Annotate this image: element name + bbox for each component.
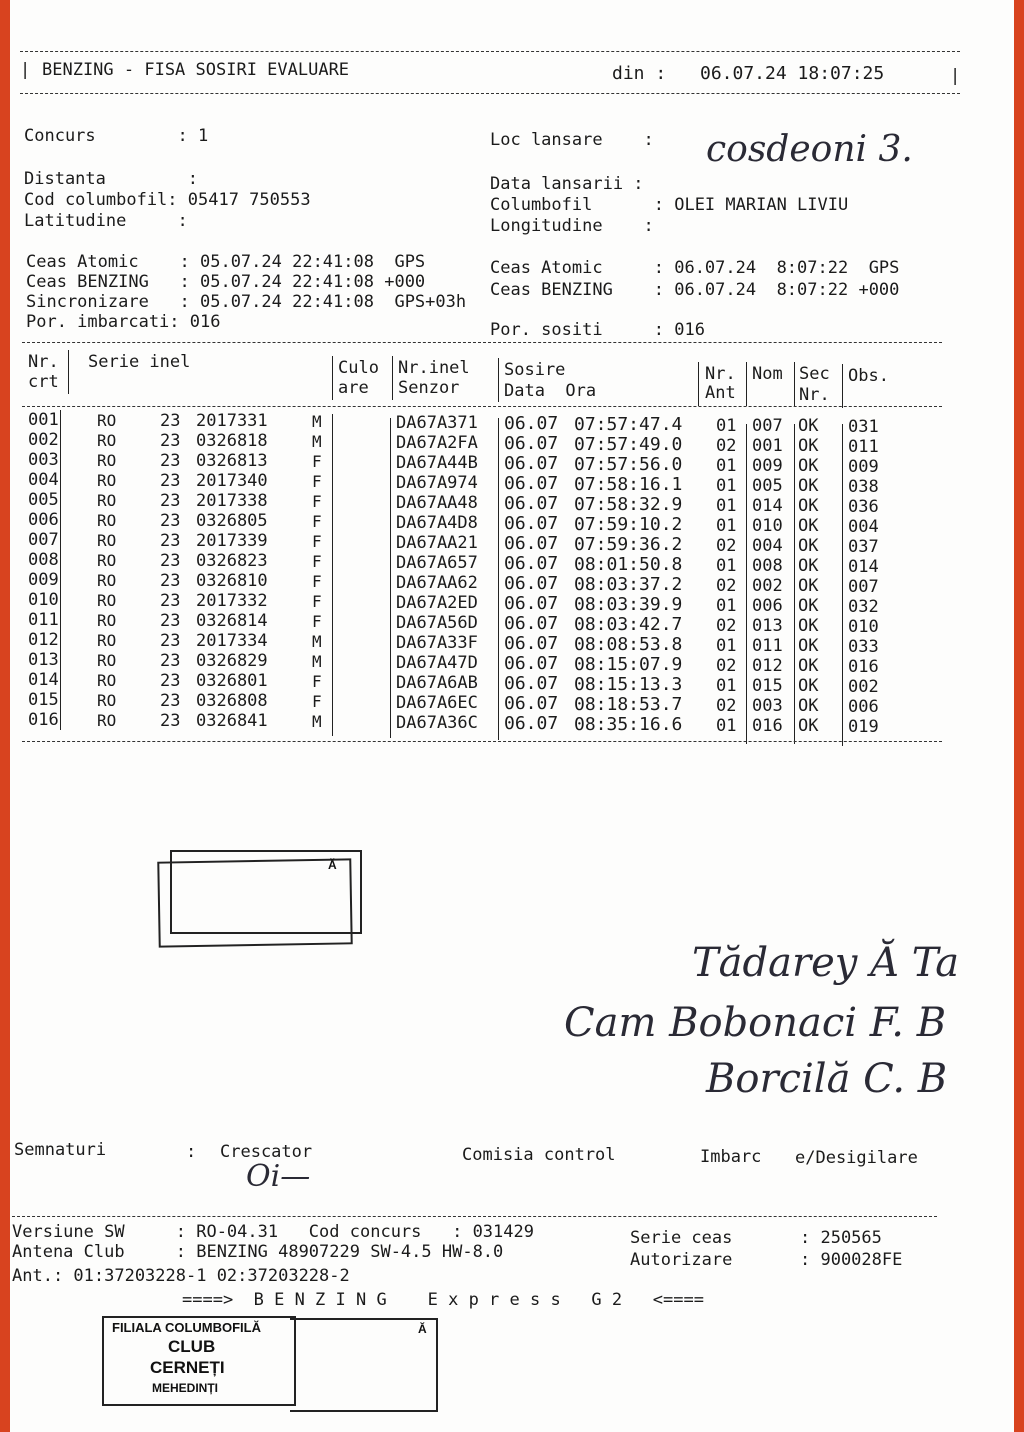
- body-divider-nr: [60, 410, 61, 730]
- desigilare-label: e/Desigilare: [795, 1148, 918, 1168]
- loc-lansare-field: Loc lansare :: [490, 130, 654, 150]
- cell-ora: 07:57:56.0: [574, 454, 683, 475]
- cell-tara: RO: [97, 631, 117, 650]
- cell-sex: F: [312, 492, 322, 511]
- body-divider-senzor: [498, 418, 499, 740]
- cell-obs: 037: [848, 537, 879, 557]
- body-divider-sex: [332, 414, 333, 736]
- cell-an: 23: [160, 671, 181, 691]
- cell-inel: 0326813: [196, 451, 268, 471]
- cell-tara: RO: [97, 451, 117, 470]
- cell-senzor: DA67AA21: [396, 533, 478, 553]
- cell-ora: 07:58:16.1: [574, 474, 683, 495]
- cell-ora: 08:18:53.7: [574, 694, 683, 715]
- header-divider-sec: [842, 364, 843, 408]
- table-row: [0, 490, 1024, 517]
- cell-obs: 036: [848, 497, 879, 517]
- cell-ant: 02: [716, 576, 737, 596]
- cell-an: 23: [160, 531, 181, 551]
- cell-sec: OK: [798, 656, 819, 676]
- cell-sec: OK: [798, 636, 819, 656]
- cell-nom: 012: [752, 656, 783, 676]
- cell-ant: 02: [716, 616, 737, 636]
- cell-sec: OK: [798, 676, 819, 696]
- header-divider-nom: [794, 362, 795, 406]
- cell-ant: 01: [716, 476, 737, 496]
- header-bottom-rule: [20, 93, 960, 94]
- cell-an: 23: [160, 631, 181, 651]
- cell-obs: 016: [848, 657, 879, 677]
- cell-sec: OK: [798, 576, 819, 596]
- cell-obs: 002: [848, 677, 879, 697]
- autorizare-label: Autorizare: [630, 1250, 733, 1270]
- cell-ant: 01: [716, 456, 737, 476]
- table-row: [0, 670, 1024, 697]
- cell-data: 06.07: [504, 653, 559, 674]
- cell-sex: M: [312, 412, 322, 431]
- cell-inel: 0326829: [196, 651, 268, 671]
- distanta-field: Distanta :: [24, 169, 198, 189]
- table-row: [0, 570, 1024, 597]
- cell-tara: RO: [97, 471, 117, 490]
- col-obs-header: Obs.: [848, 366, 889, 386]
- cell-senzor: DA67A371: [396, 413, 478, 433]
- cell-ant: 01: [716, 676, 737, 696]
- cell-an: 23: [160, 471, 181, 491]
- cell-crt: 001: [28, 410, 59, 430]
- cell-tara: RO: [97, 511, 117, 530]
- cell-ora: 07:57:49.0: [574, 434, 683, 455]
- header-divider-inel: [498, 358, 499, 402]
- cell-obs: 014: [848, 557, 879, 577]
- cell-inel: 0326823: [196, 551, 268, 571]
- cell-data: 06.07: [504, 713, 559, 734]
- cell-sex: F: [312, 692, 322, 711]
- versiune-sw-line: Versiune SW : RO-04.31 Cod concurs : 031429: [12, 1222, 534, 1242]
- cell-nom: 005: [752, 476, 783, 496]
- cell-sec: OK: [798, 536, 819, 556]
- cell-nom: 006: [752, 596, 783, 616]
- cell-senzor: DA67AA62: [396, 573, 478, 593]
- cell-senzor: DA67A47D: [396, 653, 478, 673]
- cell-ant: 01: [716, 596, 737, 616]
- cell-obs: 006: [848, 697, 879, 717]
- cell-nom: 011: [752, 636, 783, 656]
- benzing-express-banner: ====> B E N Z I N G E x p r e s s G 2 <====: [182, 1290, 704, 1310]
- cell-inel: 0326808: [196, 691, 268, 711]
- antena-club-line: Antena Club : BENZING 48907229 SW-4.5 HW-8.0: [12, 1242, 504, 1262]
- cell-inel: 0326814: [196, 611, 268, 631]
- cell-senzor: DA67A6AB: [396, 673, 478, 693]
- cell-data: 06.07: [504, 613, 559, 634]
- table-row: [0, 430, 1024, 457]
- header-left-pipe: |: [20, 60, 31, 80]
- cell-obs: 007: [848, 577, 879, 597]
- cell-crt: 012: [28, 630, 59, 650]
- handwritten-inspector-1: Tădarey Ă Ta: [692, 940, 960, 986]
- cell-obs: 031: [848, 417, 879, 437]
- cell-tara: RO: [97, 531, 117, 550]
- cell-sex: F: [312, 672, 322, 691]
- semnaturi-label: Semnaturi: [14, 1140, 107, 1160]
- cell-senzor: DA67A974: [396, 473, 478, 493]
- cell-nom: 001: [752, 436, 783, 456]
- cell-ora: 07:59:10.2: [574, 514, 683, 535]
- club-stamp-line-4: MEHEDINȚI: [152, 1381, 218, 1395]
- latitudine-field: Latitudine :: [24, 211, 188, 231]
- cell-an: 23: [160, 491, 181, 511]
- cell-sex: M: [312, 712, 322, 731]
- cell-nom: 004: [752, 536, 783, 556]
- por-sositi-field: Por. sositi : 016: [490, 320, 705, 340]
- cell-inel: 0326805: [196, 511, 268, 531]
- cell-tara: RO: [97, 711, 117, 730]
- cell-crt: 014: [28, 670, 59, 690]
- header-divider-culoare: [392, 356, 393, 400]
- cell-an: 23: [160, 551, 181, 571]
- header-divider-sosire: [698, 362, 699, 406]
- club-stamp-shadow: [290, 1318, 438, 1412]
- longitudine-field: Longitudine :: [490, 216, 654, 236]
- cell-tara: RO: [97, 571, 117, 590]
- col-nr-header-1: Nr.: [28, 352, 59, 372]
- cell-an: 23: [160, 651, 181, 671]
- imbarc-label: Imbarc: [700, 1147, 762, 1167]
- cell-ora: 08:15:07.9: [574, 654, 683, 675]
- columbofil-field: Columbofil : OLEI MARIAN LIVIU: [490, 195, 849, 215]
- header-divider-nr: [68, 350, 69, 394]
- semnaturi-colon: :: [186, 1142, 197, 1162]
- cell-sec: OK: [798, 716, 819, 736]
- cell-ant: 01: [716, 716, 737, 736]
- comisia-control-label: Comisia control: [462, 1145, 616, 1165]
- col-inel-header-2: Senzor: [398, 378, 460, 398]
- cell-sec: OK: [798, 416, 819, 436]
- cell-ora: 08:08:53.8: [574, 634, 683, 655]
- table-row: [0, 630, 1024, 657]
- cell-obs: 019: [848, 717, 879, 737]
- crescator-signature: Oi—: [246, 1159, 311, 1194]
- cell-crt: 011: [28, 610, 59, 630]
- cell-data: 06.07: [504, 673, 559, 694]
- club-stamp-line-3: CERNEȚI: [150, 1358, 225, 1377]
- header-top-rule: [20, 51, 960, 52]
- cell-an: 23: [160, 431, 181, 451]
- cell-an: 23: [160, 711, 181, 731]
- col-nr-header-2: crt: [28, 372, 59, 392]
- cell-ora: 07:59:36.2: [574, 534, 683, 555]
- cell-tara: RO: [97, 551, 117, 570]
- por-imbarcati-field: Por. imbarcati: 016: [26, 312, 221, 332]
- cell-crt: 007: [28, 530, 59, 550]
- table-row: [0, 550, 1024, 577]
- header-divider-serie: [332, 356, 333, 400]
- table-row: [0, 590, 1024, 617]
- cell-crt: 004: [28, 470, 59, 490]
- cod-columbofil-field: Cod columbofil: 05417 750553: [24, 190, 311, 210]
- col-sosire-header-1: Sosire: [504, 360, 566, 380]
- serie-ceas-label: Serie ceas: [630, 1228, 733, 1248]
- cell-sex: M: [312, 652, 322, 671]
- cell-nom: 014: [752, 496, 783, 516]
- cell-ora: 07:57:47.4: [574, 414, 683, 435]
- body-divider-sec: [842, 424, 843, 746]
- col-culoare-header-2: are: [338, 378, 369, 398]
- cell-crt: 002: [28, 430, 59, 450]
- cell-an: 23: [160, 411, 181, 431]
- cell-senzor: DA67A2FA: [396, 433, 478, 453]
- cell-obs: 009: [848, 457, 879, 477]
- body-divider-nom: [794, 424, 795, 744]
- document-title: BENZING - FISA SOSIRI EVALUARE: [42, 60, 350, 80]
- table-bottom-rule: [22, 741, 942, 742]
- cell-sec: OK: [798, 516, 819, 536]
- cell-an: 23: [160, 451, 181, 471]
- cell-ora: 08:03:39.9: [574, 594, 683, 615]
- header-date-label: din :: [612, 63, 667, 84]
- cell-ora: 08:15:13.3: [574, 674, 683, 695]
- cell-inel: 2017331: [196, 411, 268, 431]
- sincronizare-field: Sincronizare : 05.07.24 22:41:08 GPS+03h: [26, 292, 467, 312]
- table-row: [0, 690, 1024, 717]
- table-header-rule: [22, 406, 942, 407]
- handwritten-inspector-2: Cam Bobonaci F. B: [564, 1000, 947, 1046]
- cell-sec: OK: [798, 496, 819, 516]
- cell-ora: 07:58:32.9: [574, 494, 683, 515]
- cell-tara: RO: [97, 671, 117, 690]
- col-ant-header-1: Nr.: [705, 364, 736, 384]
- cell-data: 06.07: [504, 633, 559, 654]
- cell-sec: OK: [798, 436, 819, 456]
- cell-an: 23: [160, 571, 181, 591]
- cell-nom: 016: [752, 716, 783, 736]
- cell-obs: 038: [848, 477, 879, 497]
- col-inel-header-1: Nr.inel: [398, 358, 470, 378]
- cell-data: 06.07: [504, 433, 559, 454]
- club-stamp-corner: Ă: [418, 1322, 427, 1336]
- cell-senzor: DA67A36C: [396, 713, 478, 733]
- cell-ant: 01: [716, 516, 737, 536]
- cell-ant: 01: [716, 636, 737, 656]
- cell-ora: 08:03:37.2: [574, 574, 683, 595]
- cell-data: 06.07: [504, 553, 559, 574]
- table-row: [0, 470, 1024, 497]
- cell-inel: 2017332: [196, 591, 268, 611]
- cell-ora: 08:01:50.8: [574, 554, 683, 575]
- cell-data: 06.07: [504, 473, 559, 494]
- cell-data: 06.07: [504, 493, 559, 514]
- concurs-field: Concurs : 1: [24, 126, 209, 146]
- cell-an: 23: [160, 591, 181, 611]
- cell-sex: M: [312, 432, 322, 451]
- cell-tara: RO: [97, 431, 117, 450]
- cell-tara: RO: [97, 691, 117, 710]
- cell-sex: F: [312, 572, 322, 591]
- cell-inel: 2017339: [196, 531, 268, 551]
- cell-senzor: DA67A56D: [396, 613, 478, 633]
- cell-sec: OK: [798, 556, 819, 576]
- table-row: [0, 710, 1024, 737]
- col-ant-header-2: Ant: [705, 383, 736, 403]
- cell-nom: 008: [752, 556, 783, 576]
- cell-ant: 02: [716, 536, 737, 556]
- cell-inel: 2017340: [196, 471, 268, 491]
- cell-ant: 02: [716, 656, 737, 676]
- cell-nom: 009: [752, 456, 783, 476]
- header-date-value: 06.07.24 18:07:25: [700, 63, 885, 84]
- club-stamp-line-2: CLUB: [168, 1337, 216, 1356]
- cell-senzor: DA67A2ED: [396, 593, 478, 613]
- header-right-pipe: |: [950, 66, 961, 86]
- cell-data: 06.07: [504, 593, 559, 614]
- cell-data: 06.07: [504, 413, 559, 434]
- cell-ant: 02: [716, 436, 737, 456]
- col-sec-header-1: Sec: [799, 364, 830, 384]
- table-row: [0, 510, 1024, 537]
- cell-crt: 015: [28, 690, 59, 710]
- data-lansarii-field: Data lansarii :: [490, 174, 644, 194]
- cell-tara: RO: [97, 591, 117, 610]
- cell-crt: 003: [28, 450, 59, 470]
- cell-nom: 013: [752, 616, 783, 636]
- ceas-benzing-start: Ceas BENZING : 05.07.24 22:41:08 +000: [26, 272, 426, 292]
- cell-sec: OK: [798, 696, 819, 716]
- cell-data: 06.07: [504, 453, 559, 474]
- autorizare-value: : 900028FE: [800, 1250, 903, 1270]
- cell-sex: F: [312, 592, 322, 611]
- body-divider-culoare: [390, 418, 391, 738]
- cell-sex: F: [312, 552, 322, 571]
- cell-sex: F: [312, 452, 322, 471]
- cell-sec: OK: [798, 596, 819, 616]
- cell-an: 23: [160, 611, 181, 631]
- cell-inel: 0326801: [196, 671, 268, 691]
- footer-top-rule: [12, 1216, 937, 1217]
- cell-an: 23: [160, 511, 181, 531]
- col-culoare-header-1: Culo: [338, 358, 379, 378]
- cell-inel: 0326810: [196, 571, 268, 591]
- stamp-middle-corner: Ă: [328, 858, 337, 872]
- cell-sex: F: [312, 612, 322, 631]
- cell-crt: 013: [28, 650, 59, 670]
- body-divider-ant: [746, 424, 747, 744]
- cell-senzor: DA67A657: [396, 553, 478, 573]
- cell-data: 06.07: [504, 513, 559, 534]
- ceas-benzing-end: Ceas BENZING : 06.07.24 8:07:22 +000: [490, 280, 900, 300]
- cell-senzor: DA67AA48: [396, 493, 478, 513]
- col-sec-header-2: Nr.: [799, 385, 830, 405]
- cell-ant: 01: [716, 556, 737, 576]
- cell-sex: F: [312, 472, 322, 491]
- serie-ceas-value: : 250565: [800, 1228, 882, 1248]
- antenna-ids-line: Ant.: 01:37203228-1 02:37203228-2: [12, 1266, 350, 1286]
- header-divider-ant: [746, 362, 747, 406]
- cell-senzor: DA67A6EC: [396, 693, 478, 713]
- cell-sex: F: [312, 512, 322, 531]
- cell-inel: 2017334: [196, 631, 268, 651]
- handwritten-inspector-3: Borcilă C. B: [706, 1056, 948, 1102]
- cell-sex: M: [312, 632, 322, 651]
- col-nom-header: Nom: [752, 364, 783, 384]
- cell-nom: 007: [752, 416, 783, 436]
- cell-tara: RO: [97, 651, 117, 670]
- cell-inel: 0326841: [196, 711, 268, 731]
- table-row: [0, 450, 1024, 477]
- cell-crt: 016: [28, 710, 59, 730]
- cell-crt: 006: [28, 510, 59, 530]
- cell-data: 06.07: [504, 693, 559, 714]
- handwritten-location: cosdeoni 3.: [706, 129, 913, 170]
- cell-an: 23: [160, 691, 181, 711]
- ceas-atomic-end: Ceas Atomic : 06.07.24 8:07:22 GPS: [490, 258, 900, 278]
- cell-data: 06.07: [504, 573, 559, 594]
- cell-sec: OK: [798, 476, 819, 496]
- cell-crt: 009: [28, 570, 59, 590]
- cell-senzor: DA67A44B: [396, 453, 478, 473]
- cell-tara: RO: [97, 611, 117, 630]
- col-serie-header: Serie inel: [88, 352, 191, 372]
- cell-crt: 005: [28, 490, 59, 510]
- cell-nom: 002: [752, 576, 783, 596]
- cell-nom: 003: [752, 696, 783, 716]
- cell-tara: RO: [97, 491, 117, 510]
- cell-senzor: DA67A4D8: [396, 513, 478, 533]
- cell-obs: 004: [848, 517, 879, 537]
- cell-inel: 2017338: [196, 491, 268, 511]
- col-sosire-header-2: Data Ora: [504, 381, 597, 401]
- cell-nom: 010: [752, 516, 783, 536]
- ceas-atomic-start: Ceas Atomic : 05.07.24 22:41:08 GPS: [26, 252, 426, 272]
- crescator-label: Crescator: [220, 1142, 313, 1162]
- cell-ora: 08:35:16.6: [574, 714, 683, 735]
- cell-ant: 01: [716, 496, 737, 516]
- cell-ant: 02: [716, 696, 737, 716]
- cell-inel: 0326818: [196, 431, 268, 451]
- table-row: [0, 410, 1024, 437]
- cell-tara: RO: [97, 411, 117, 430]
- cell-obs: 033: [848, 637, 879, 657]
- cell-sex: F: [312, 532, 322, 551]
- cell-ora: 08:03:42.7: [574, 614, 683, 635]
- club-stamp-line-1: FILIALA COLUMBOFILĂ: [112, 1320, 261, 1335]
- cell-crt: 008: [28, 550, 59, 570]
- table-row: [0, 650, 1024, 677]
- cell-obs: 032: [848, 597, 879, 617]
- cell-nom: 015: [752, 676, 783, 696]
- table-row: [0, 530, 1024, 557]
- cell-senzor: DA67A33F: [396, 633, 478, 653]
- cell-obs: 011: [848, 437, 879, 457]
- cell-obs: 010: [848, 617, 879, 637]
- table-row: [0, 610, 1024, 637]
- cell-data: 06.07: [504, 533, 559, 554]
- cell-sec: OK: [798, 616, 819, 636]
- cell-sec: OK: [798, 456, 819, 476]
- cell-crt: 010: [28, 590, 59, 610]
- table-top-rule: [22, 342, 942, 343]
- cell-ant: 01: [716, 416, 737, 436]
